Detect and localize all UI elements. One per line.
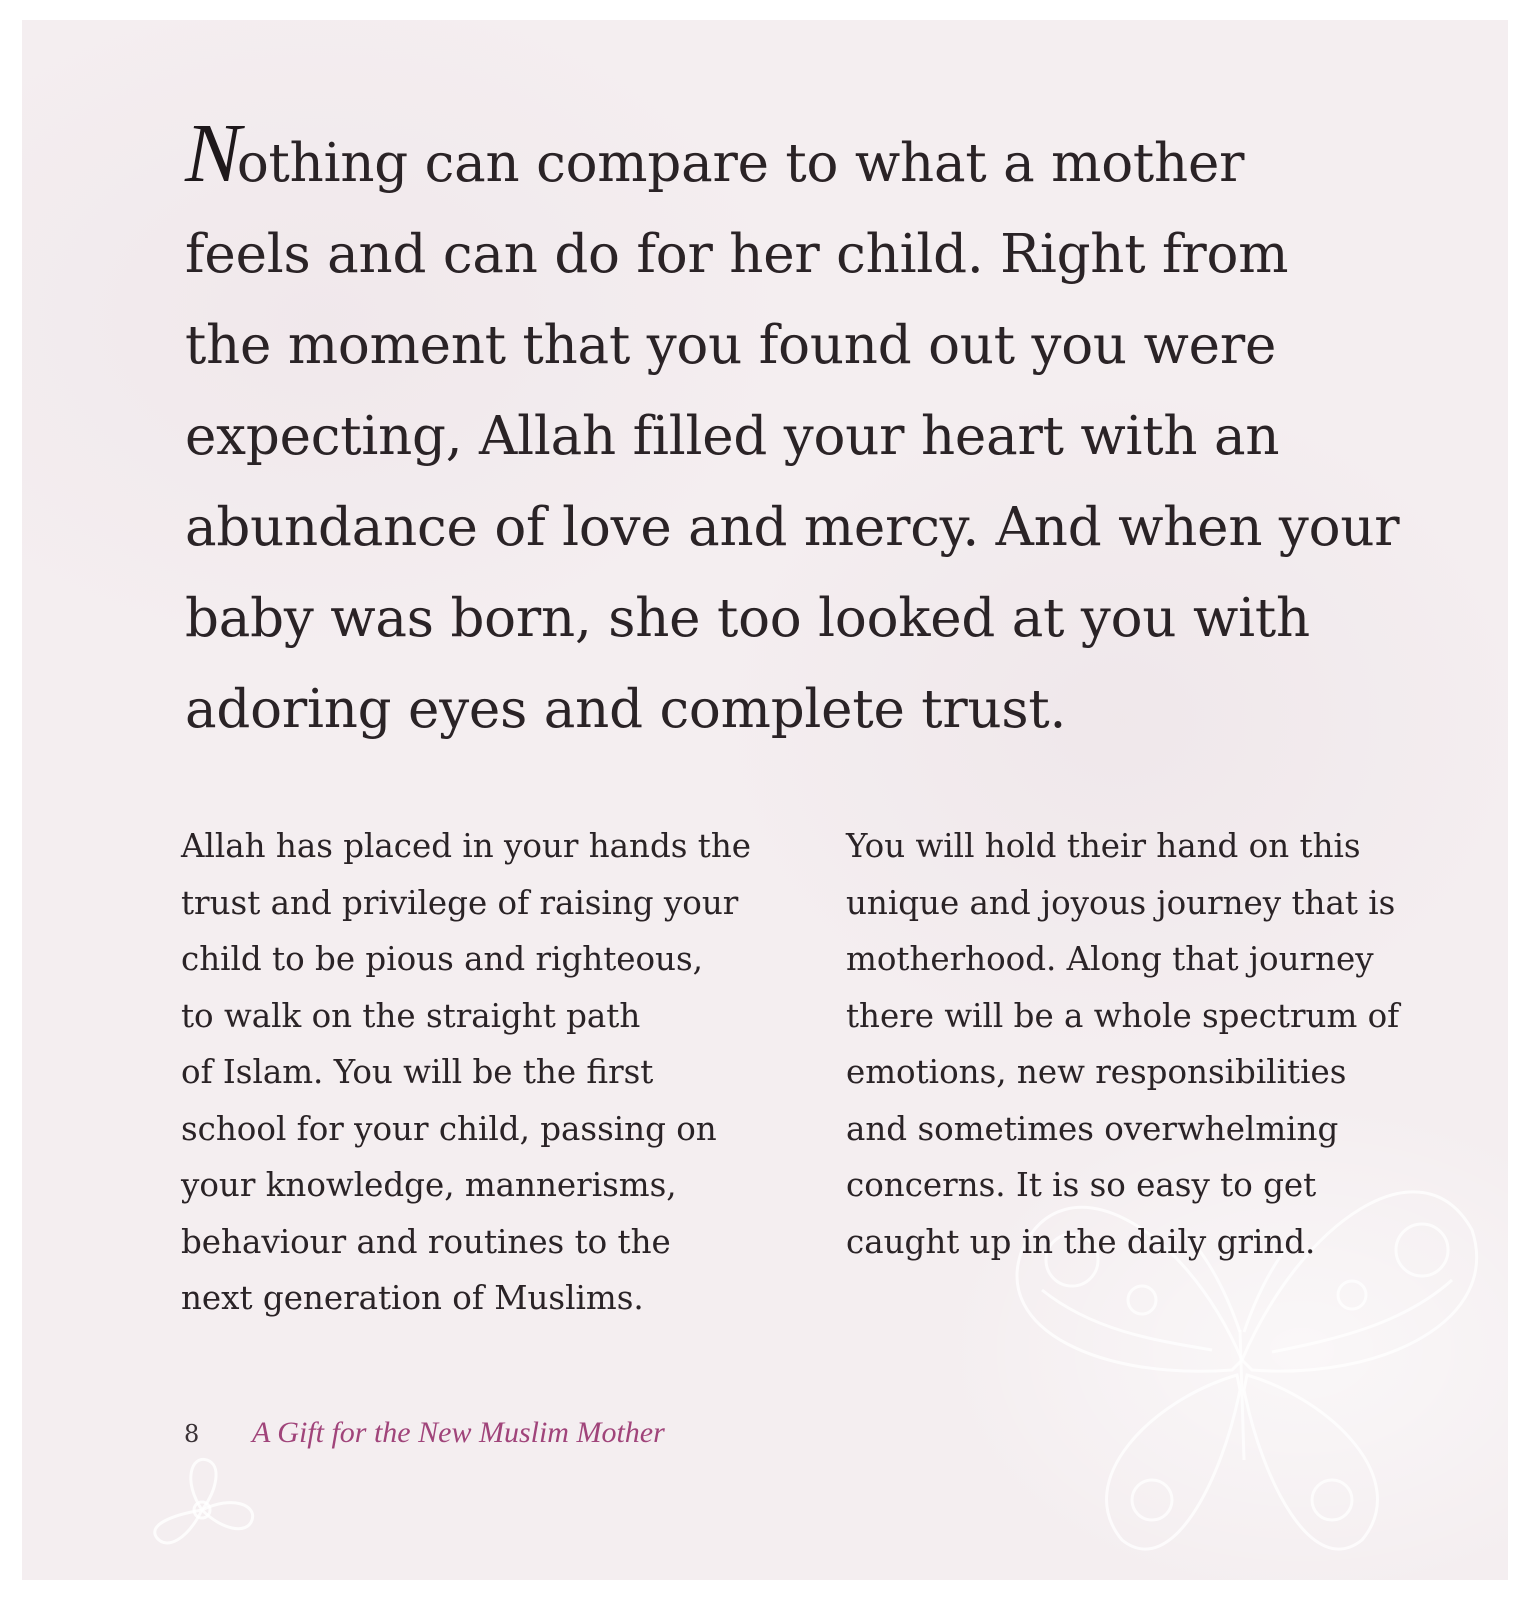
right-column-paragraph [846, 818, 1466, 1270]
body-line: of Islam. You will be the first [181, 1053, 654, 1091]
flower-icon [132, 1440, 272, 1580]
body-line: emotions, new responsibilities [846, 1053, 1347, 1091]
lead-line: adoring eyes and complete trust. [185, 679, 1067, 740]
lead-line: expecting, Allah filled your heart with an [185, 406, 1280, 467]
body-line: concerns. It is so easy to get [846, 1166, 1317, 1204]
body-line: next generation of Muslims. [181, 1279, 644, 1317]
body-line: Allah has placed in your hands the [181, 827, 752, 865]
lead-line: feels and can do for her child. Right from [185, 224, 1289, 285]
body-line: your knowledge, mannerisms, [181, 1166, 677, 1204]
lead-line: baby was born, she too looked at you with [185, 588, 1310, 649]
drop-cap: N [185, 107, 241, 200]
body-line: school for your child, passing on [181, 1109, 717, 1148]
body-line: to walk on the straight path [181, 996, 641, 1035]
book-page [22, 20, 1508, 1580]
body-line: and sometimes overwhelming [846, 1109, 1339, 1148]
body-line: behaviour and routines to the [181, 1222, 671, 1261]
body-line: caught up in the daily grind. [846, 1222, 1316, 1261]
body-line: motherhood. Along that journey [846, 940, 1374, 978]
lead-paragraph [185, 107, 1425, 755]
body-line: trust and privilege of raising your [181, 883, 739, 922]
lead-line: abundance of love and mercy. And when your [185, 497, 1400, 558]
running-footer-title: A Gift for the New Muslim Mother [252, 1416, 665, 1449]
lead-line-text: othing can compare to what a mother [236, 133, 1245, 194]
page-number: 8 [184, 1420, 200, 1448]
lead-line [185, 107, 1425, 209]
body-line: You will hold their hand on this [846, 827, 1361, 865]
body-line: unique and joyous journey that is [846, 883, 1396, 922]
body-line: child to be pious and righteous, [181, 940, 703, 978]
lead-line: the moment that you found out you were [185, 315, 1277, 376]
body-line: there will be a whole spectrum of [846, 996, 1400, 1035]
left-column-paragraph [181, 818, 801, 1327]
